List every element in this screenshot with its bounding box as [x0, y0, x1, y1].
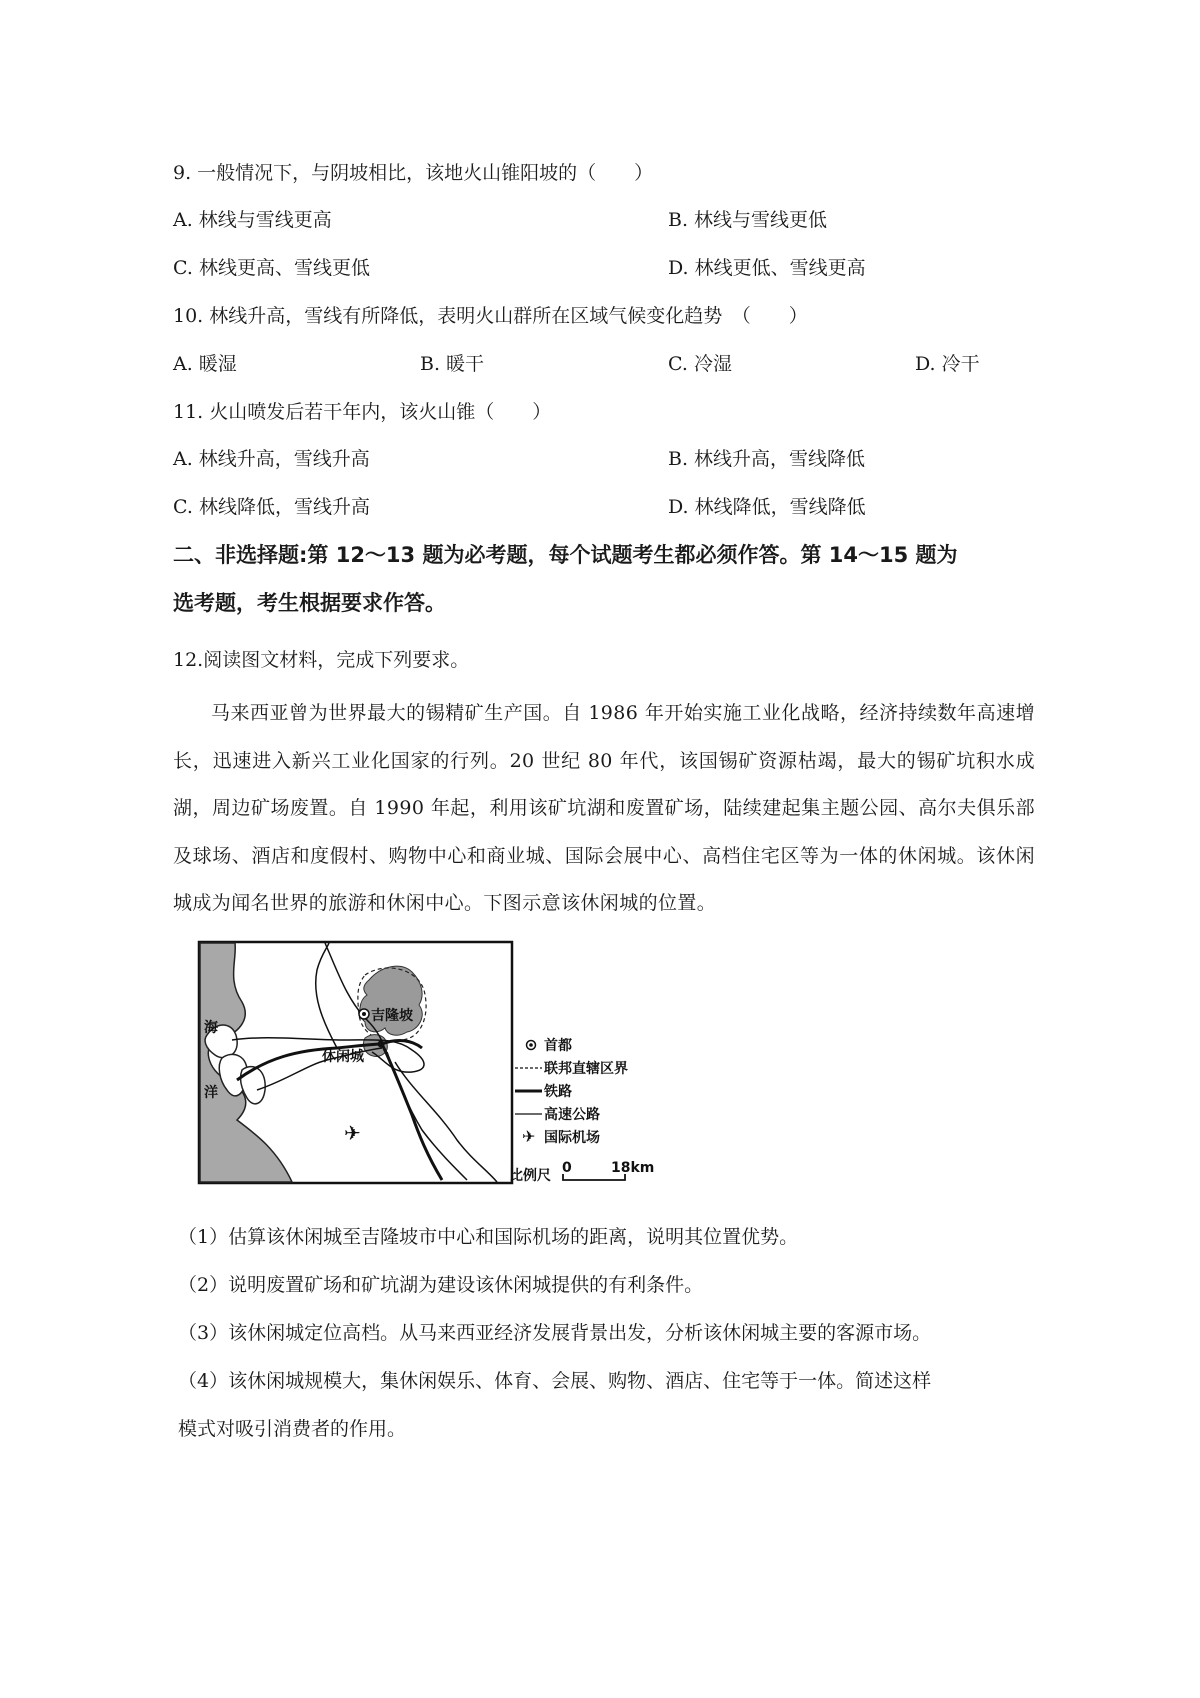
q12-question-2: （2）说明废置矿场和矿坑湖为建设该休闲城提供的有利条件。 — [178, 1274, 704, 1296]
legend-capital-symbol-dot — [529, 1043, 533, 1047]
q9-option-c: C. 林线更高、雪线更低 — [173, 257, 370, 279]
capital-city-label: 吉隆坡 — [371, 1008, 413, 1024]
q10-option-c: C. 冷湿 — [668, 353, 732, 375]
legend-highway: 高速公路 — [544, 1107, 600, 1123]
q10-option-b: B. 暖干 — [420, 353, 485, 375]
leisure-city-symbol — [378, 1041, 385, 1048]
section2-heading-line2: 选考题，考生根据要求作答。 — [173, 591, 446, 615]
q11-option-c: C. 林线降低，雪线升高 — [173, 496, 370, 518]
q10-option-d: D. 冷干 — [915, 353, 980, 375]
sea-label-1: 海 — [204, 1020, 218, 1036]
scale-label: 比例尺 — [509, 1168, 551, 1184]
q11-option-b: B. 林线升高，雪线降低 — [668, 448, 866, 470]
location-map — [197, 940, 701, 1185]
leisure-city-label: 休闲城 — [322, 1049, 364, 1065]
legend-capital: 首都 — [544, 1038, 572, 1054]
q9-option-a: A. 林线与雪线更高 — [173, 209, 332, 231]
q11-option-a: A. 林线升高，雪线升高 — [173, 448, 370, 470]
q9-option-d: D. 林线更低、雪线更高 — [668, 257, 866, 279]
scale-zero: 0 — [562, 1160, 572, 1176]
q12-question-1: （1）估算该休闲城至吉隆坡市中心和国际机场的距离，说明其位置优势。 — [178, 1226, 799, 1248]
q12-question-4-cont: 模式对吸引消费者的作用。 — [178, 1418, 407, 1440]
sea-label-2: 洋 — [204, 1085, 218, 1101]
q10-option-a: A. 暖湿 — [173, 353, 237, 375]
q12-question-4: （4）该休闲城规模大，集休闲娱乐、体育、会展、购物、酒店、住宅等于一体。简述这样 — [178, 1370, 932, 1392]
q12-stem: 12.阅读图文材料，完成下列要求。 — [173, 649, 470, 671]
airport-icon: ✈ — [344, 1121, 361, 1145]
q11-option-d: D. 林线降低，雪线降低 — [668, 496, 866, 518]
q12-question-3: （3）该休闲城定位高档。从马来西亚经济发展背景出发，分析该休闲城主要的客源市场。 — [178, 1322, 932, 1344]
section2-heading-line1: 二、非选择题:第 12～13 题为必考题，每个试题考生都必须作答。第 14～15 题为 — [173, 543, 958, 567]
legend-airport-icon: ✈ — [522, 1127, 536, 1146]
q9-option-b: B. 林线与雪线更低 — [668, 209, 828, 231]
q9-stem: 9. 一般情况下，与阴坡相比，该地火山锥阳坡的（ ） — [173, 162, 654, 184]
q11-stem: 11. 火山喷发后若干年内，该火山锥（ ） — [173, 401, 552, 423]
legend-boundary: 联邦直辖区界 — [544, 1061, 628, 1077]
q12-material: 马来西亚曾为世界最大的锡精矿生产国。自 1986 年开始实施工业化战略，经济持续数年高速增长，迅速进入新兴工业化国家的行列。20 世纪 80 年代，该国锡矿资源枯竭，最大的锡矿坑积水成湖，周边矿场废置。自 1990 年起，利用该矿坑湖和废置矿场，陆续建起集主题公园、高尔夫俱乐部及球场、酒店和度假村、购物中心和商业城、国际会展中心、高档住宅区等为一体的休闲城。该休闲城成为闻名世界的旅游和休闲中心。下图示意该休闲城的位置。 — [173, 702, 1035, 914]
scale-value: 18km — [611, 1160, 655, 1176]
legend-airport: 国际机场 — [544, 1130, 600, 1146]
capital-symbol-dot — [362, 1012, 366, 1016]
legend-railway: 铁路 — [544, 1084, 572, 1100]
q10-stem: 10. 林线升高，雪线有所降低，表明火山群所在区域气候变化趋势 （ ） — [173, 305, 808, 327]
